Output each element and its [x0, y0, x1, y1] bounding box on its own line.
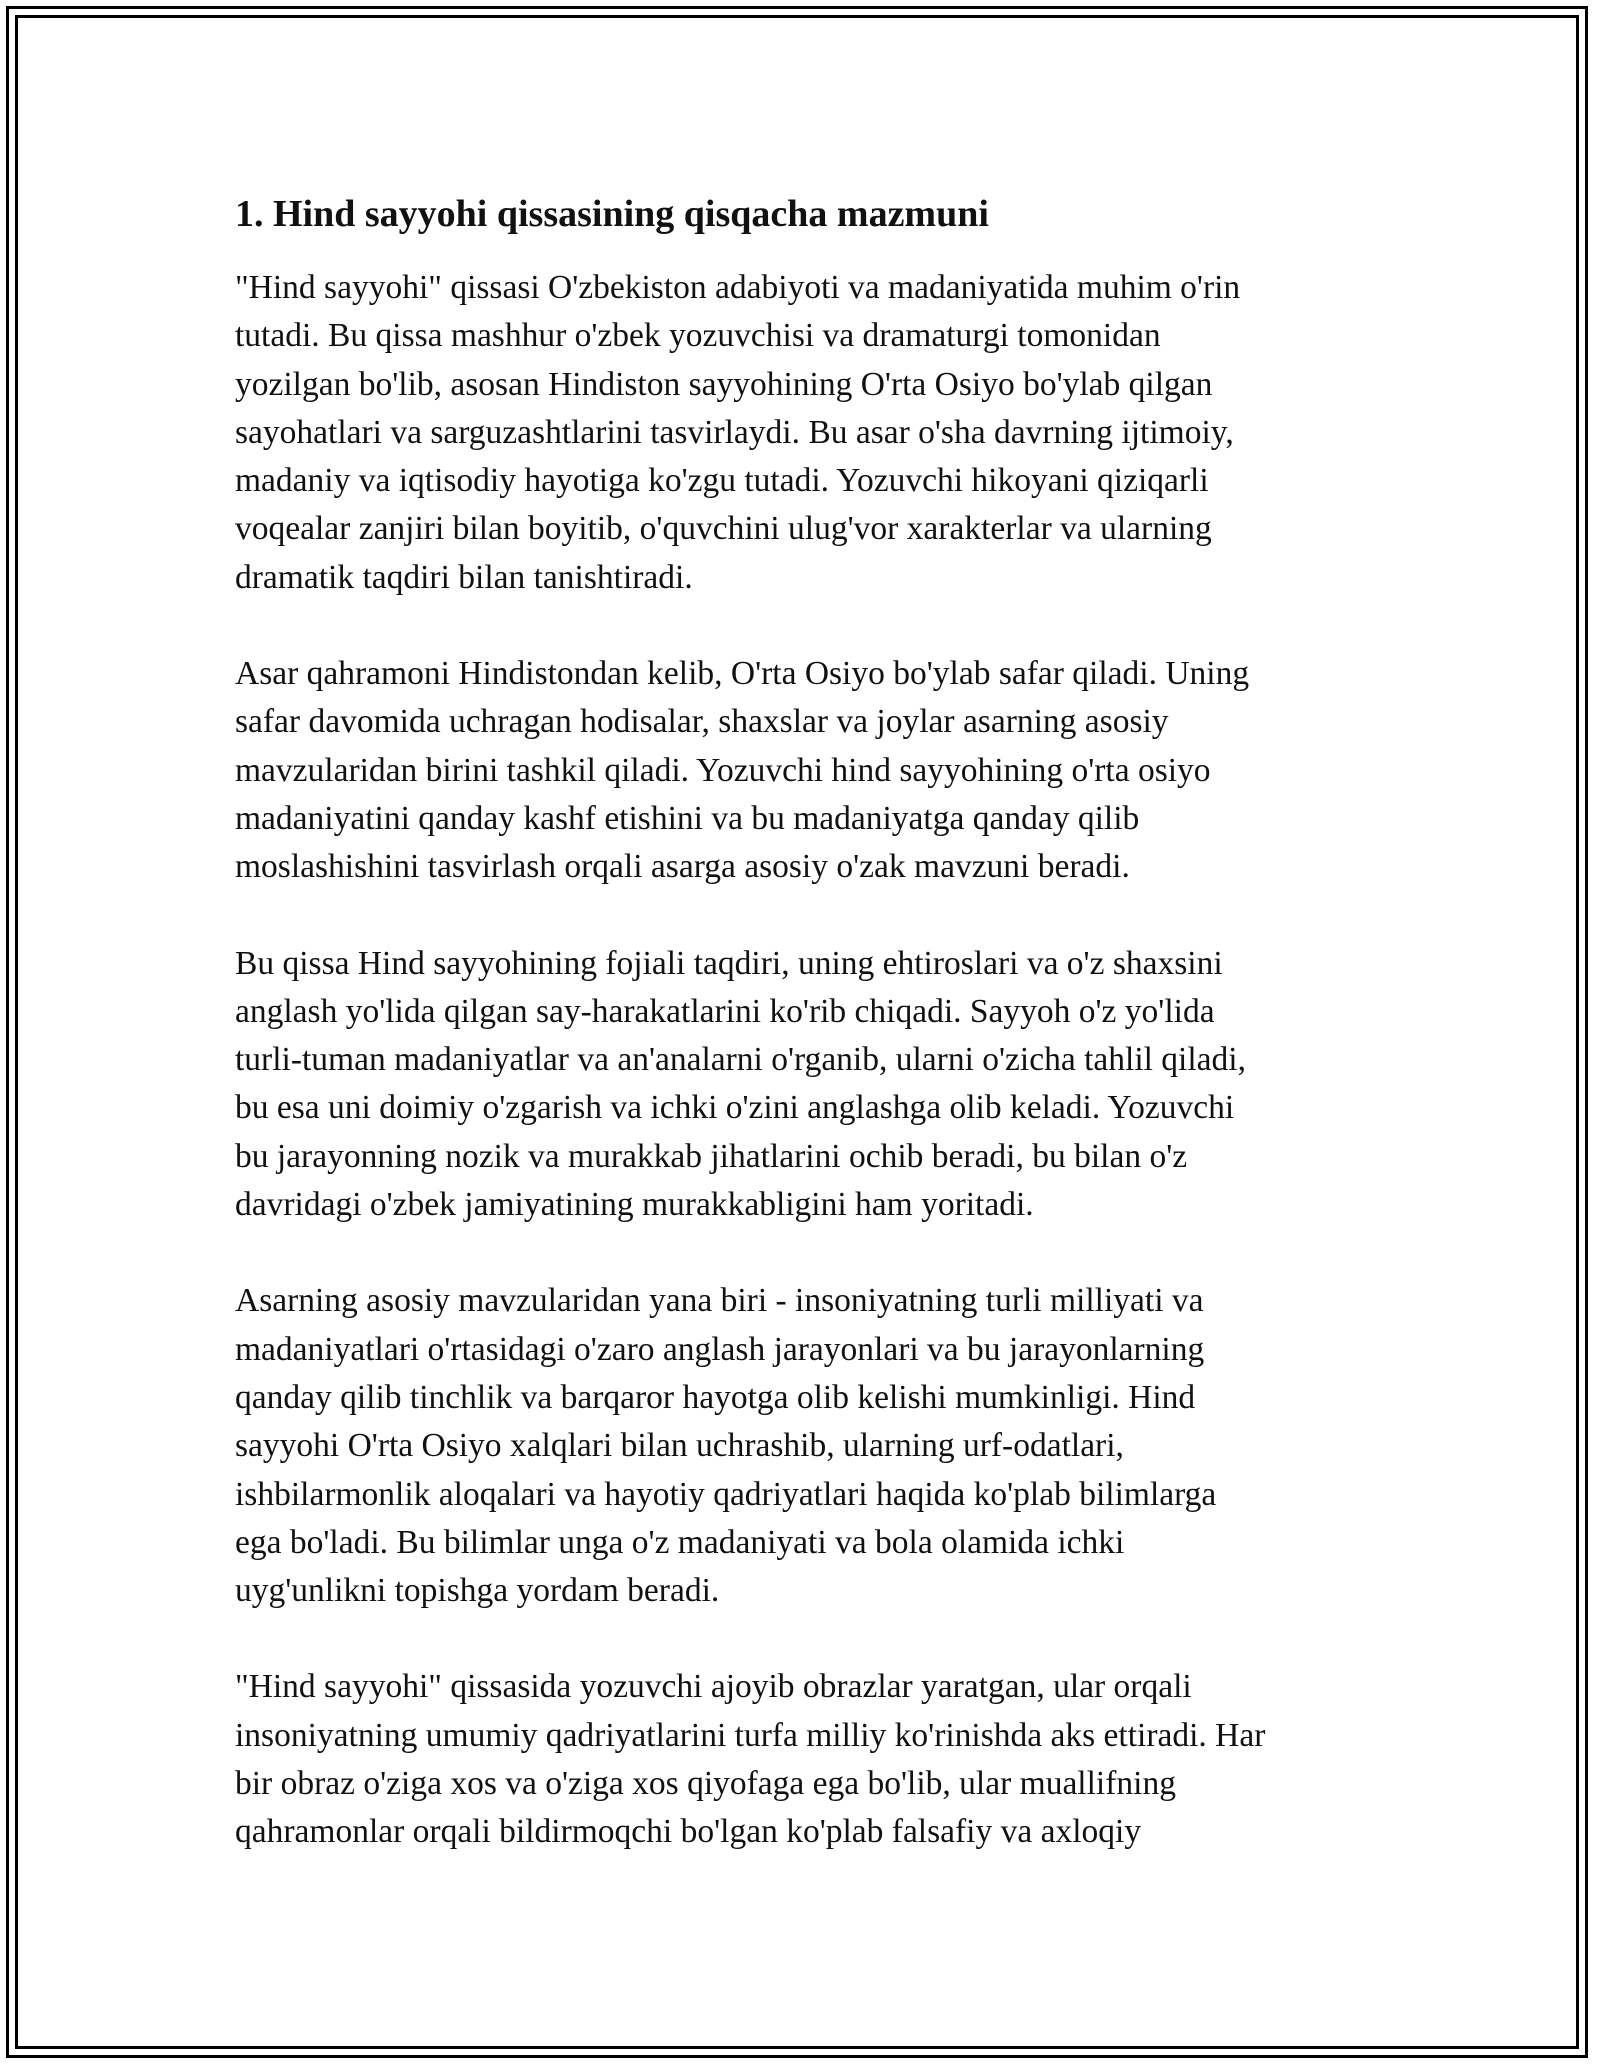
paragraph-1: "Hind sayyohi" qissasi O'zbekiston adabiyoti va madaniyatida muhim o'rin tutadi. Bu qissa mashhur o'zbek yozuvchisi va dramaturgi tomonidan yozilgan bo'lib, asosan Hindiston sayyohining O'rta Osiyo bo'ylab qilgan sayohatlari va sarguzashtlarini tasvirlaydi. Bu asar o'sha davrning ijtimoiy, madaniy va iqtisodiy hayotiga ko'zgu tutadi. Yozuvchi hikoyani qiziqarli voqealar zanjiri bilan boyitib, o'quvchini ulug'vor xarakterlar va ularning dramatik taqdiri bilan tanishtiradi. [235, 269, 1241, 596]
section-heading: 1. Hind sayyohi qissasining qisqacha mazmuni [235, 193, 989, 235]
paragraph-2: Asar qahramoni Hindistondan kelib, O'rta Osiyo bo'ylab safar qiladi. Uning safar davomida uchragan hodisalar, shaxslar va joylar asarning asosiy mavzularidan birini tashkil qiladi. Yozuvchi hind sayyohining o'rta osiyo madaniyatini qanday kashf etishini va bu madaniyatga qanday qilib moslashishini tasvirlash orqali asarga asosiy o'zak mavzuni beradi. [235, 655, 1250, 886]
paragraph-5: "Hind sayyohi" qissasida yozuvchi ajoyib obrazlar yaratgan, ular orqali insoniyatning umumiy qadriyatlarini turfa milliy ko'rinishda aks ettiradi. Har bir obraz o'ziga xos va o'ziga xos qiyofaga ega bo'lib, ular muallifning qahramonlar orqali bildirmoqchi bo'lgan ko'plab falsafiy va axloqiy [235, 1668, 1266, 1851]
paragraph-4: Asarning asosiy mavzularidan yana biri - insoniyatning turli milliyati va madaniyatlari o'rtasidagi o'zaro anglash jarayonlari va bu jarayonlarning qanday qilib tinchlik va barqaror hayotga olib kelishi mumkinligi. Hind sayyohi O'rta Osiyo xalqlari bilan uchrashib, ularning urf-odatlari, ishbilarmonlik aloqalari va hayotiy qadriyatlari haqida ko'plab bilimlarga ega bo'ladi. Bu bilimlar unga o'z madaniyati va bola olamida ichki uyg'unlikni topishga yordam beradi. [235, 1282, 1217, 1610]
paragraph-3: Bu qissa Hind sayyohining fojiali taqdiri, uning ehtiroslari va o'z shaxsini anglash yo'lida qilgan say-harakatlarini ko'rib chiqadi. Sayyoh o'z yo'lida turli-tuman madaniyatlar va an'analarni o'rganib, ularni o'zicha tahlil qiladi, bu esa uni doimiy o'zgarish va ichki o'zini anglashga olib keladi. Yozuvchi bu jarayonning nozik va murakkab jihatlarini ochib beradi, bu bilan o'z davridagi o'zbek jamiyatining murakkabligini ham yoritadi. [235, 944, 1246, 1224]
document-body [235, 188, 1375, 1905]
